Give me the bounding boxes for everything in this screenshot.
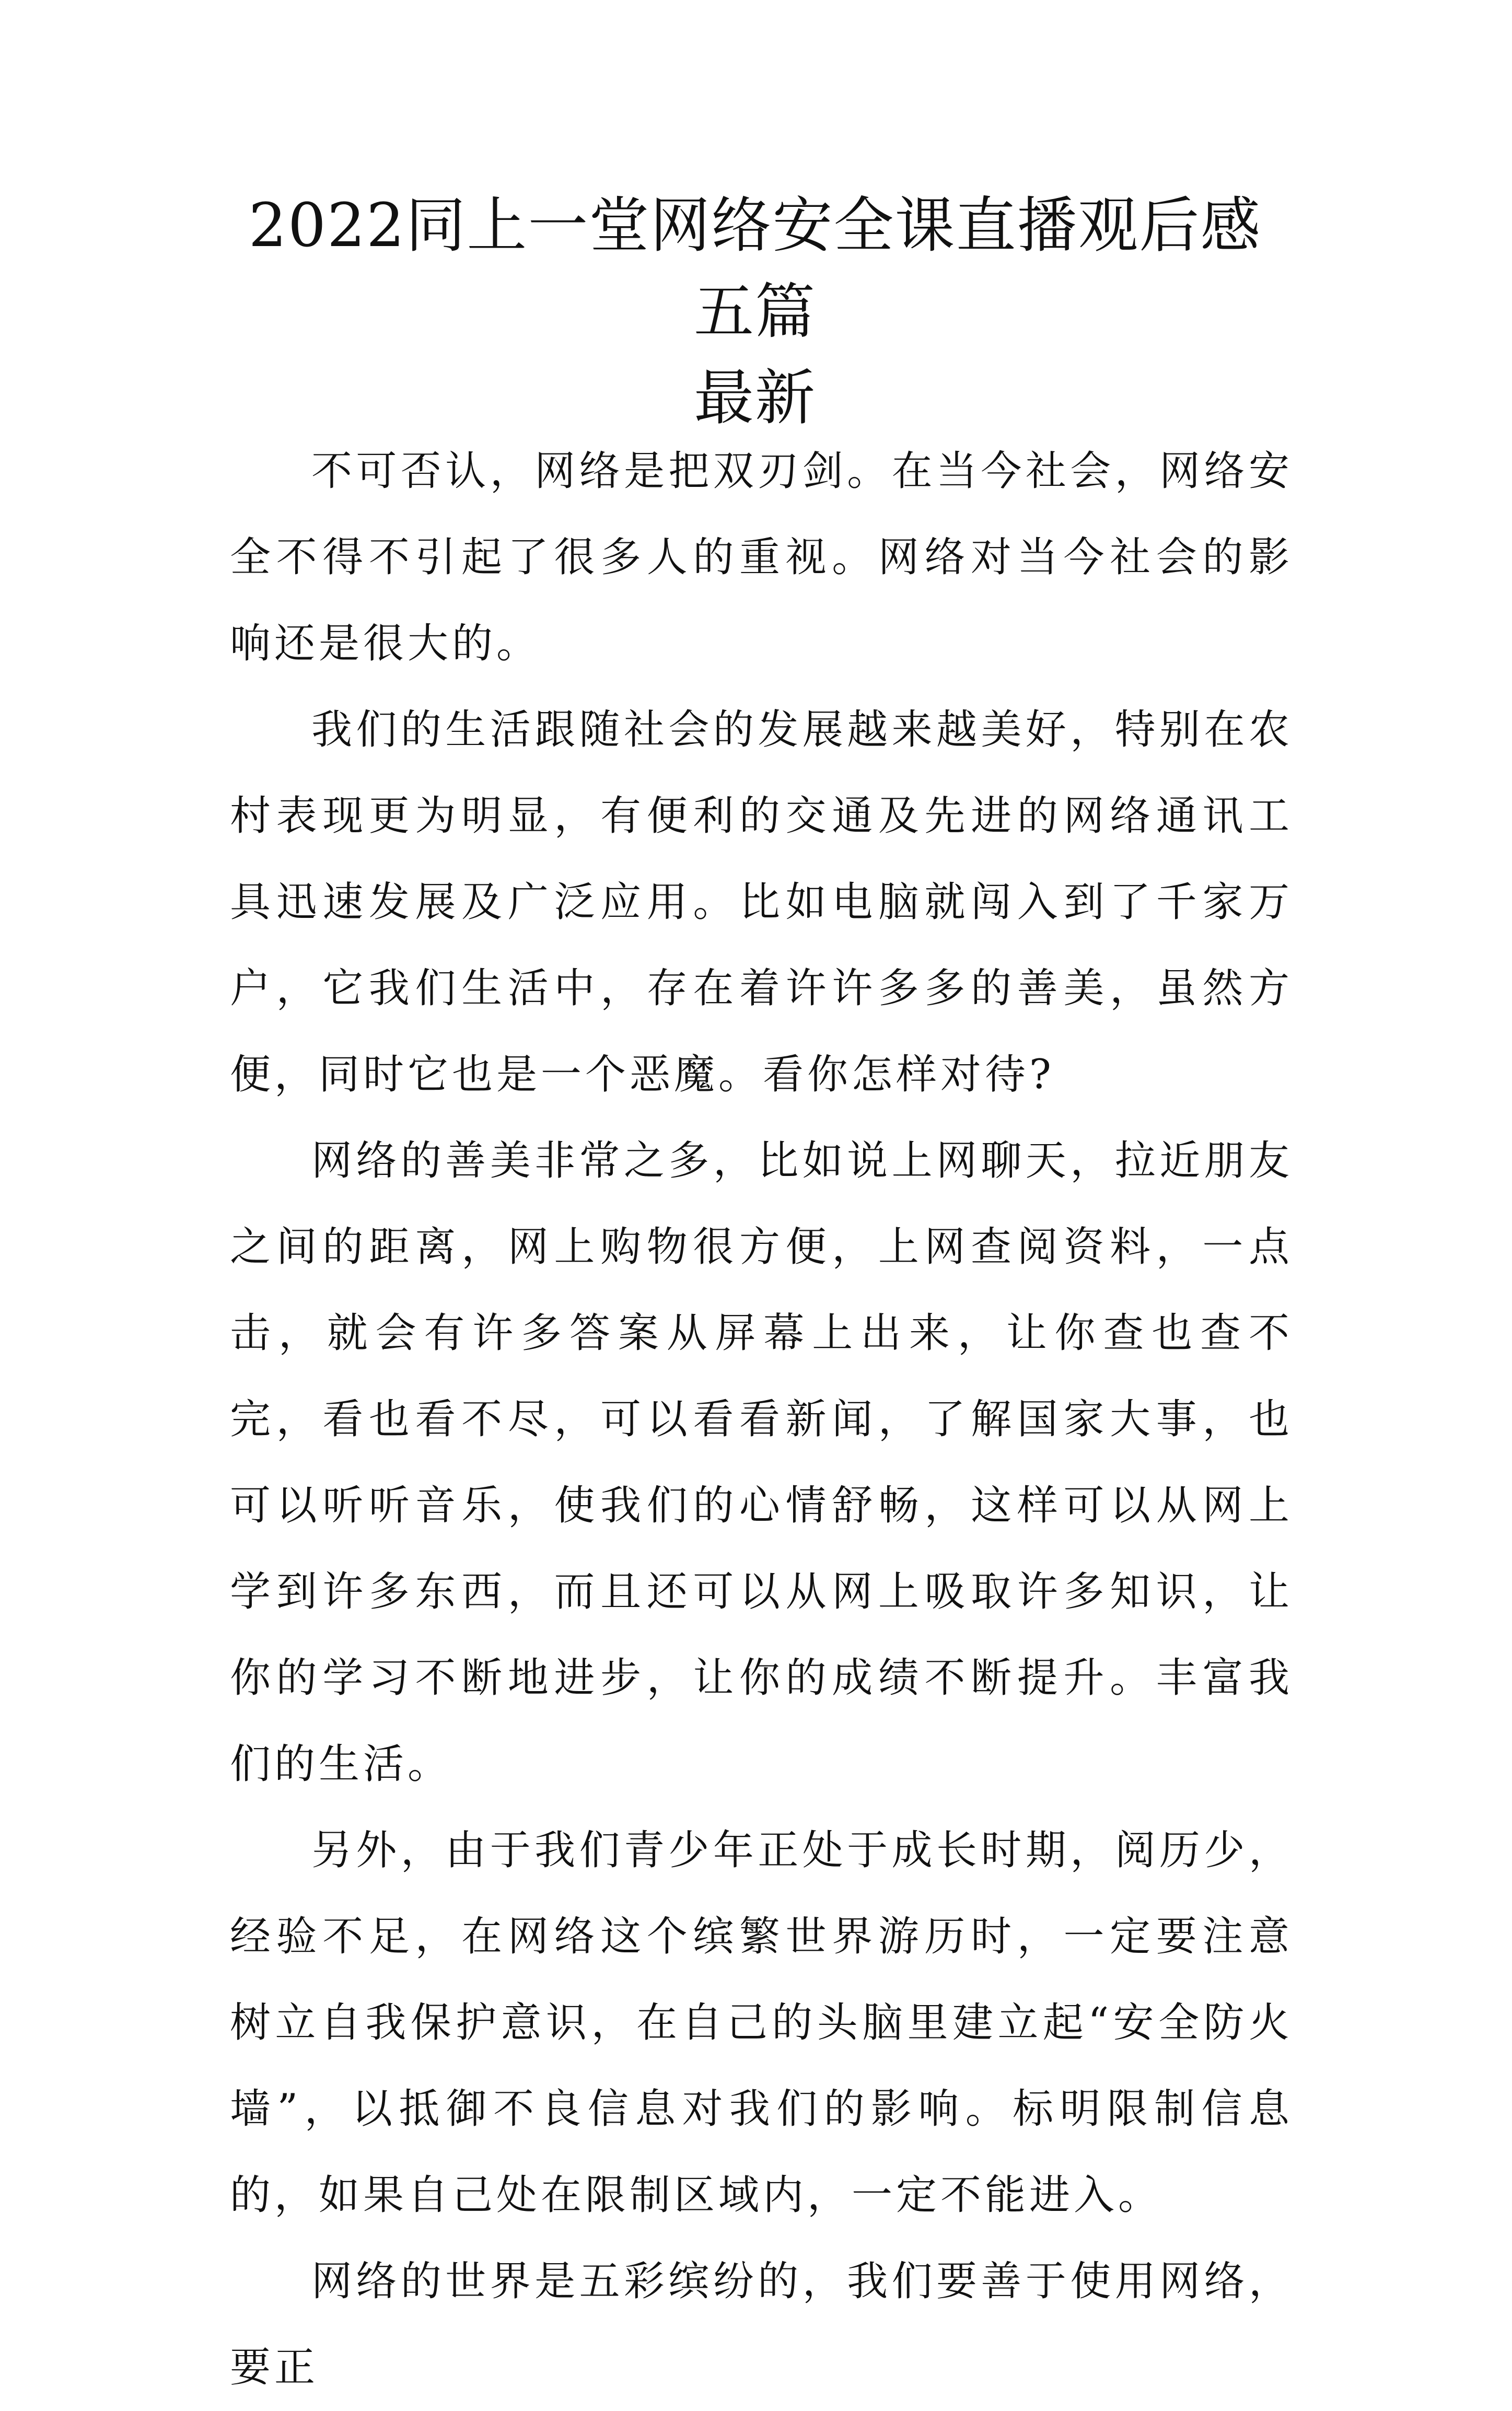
document-body — [230, 428, 1293, 2411]
paragraph-1: 不可否认，网络是把双刃剑。在当今社会，网络安全不得不引起了很多人的重视。网络对当今社会的影响还是很大的。 — [230, 448, 1293, 667]
paragraph-5: 网络的世界是五彩缤纷的，我们要善于使用网络，要正 — [230, 2258, 1293, 2391]
document-title — [230, 183, 1280, 441]
paragraph-2: 我们的生活跟随社会的发展越来越美好，特别在农村表现更为明显，有便利的交通及先进的网络通讯工具迅速发展及广泛应用。比如电脑就闯入到了千家万户，它我们生活中，存在着许许多多的善美，虽然方便，同时它也是一个恶魔。看你怎样对待? — [230, 706, 1293, 1098]
paragraph-4: 另外，由于我们青少年正处于成长时期，阅历少，经验不足，在网络这个缤繁世界游历时，一定要注意树立自我保护意识，在自己的头脑里建立起“安全防火墙”，以抵御不良信息对我们的影响。标明限制信息的，如果自己处在限制区域内，一定不能进入。 — [230, 1827, 1293, 2219]
title-line-1: 2022同上一堂网络安全课直播观后感五篇 — [248, 191, 1262, 347]
title-line-2: 最新 — [693, 363, 816, 433]
paragraph-3: 网络的善美非常之多，比如说上网聊天，拉近朋友之间的距离，网上购物很方便，上网查阅资料，一点击，就会有许多答案从屏幕上出来，让你查也查不完，看也看不尽，可以看看新闻，了解国家大事，也可以听听音乐，使我们的心情舒畅，这样可以从网上学到许多东西，而且还可以从网上吸取许多知识，让你的学习不断地进步，让你的成绩不断提升。丰富我们的生活。 — [230, 1137, 1293, 1788]
